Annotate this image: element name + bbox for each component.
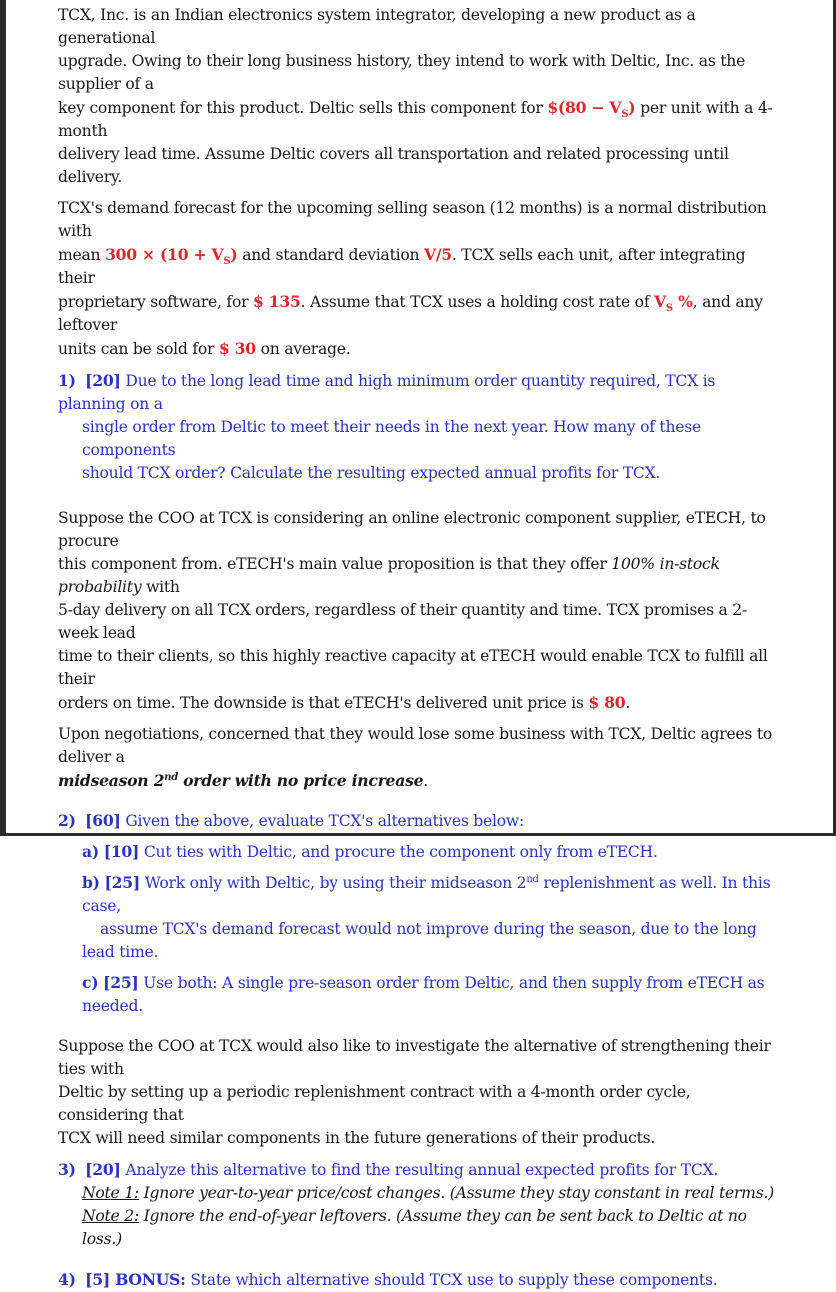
salvage-price: $ 30 xyxy=(218,339,256,358)
demand-paragraph xyxy=(58,197,780,361)
note-1: Note 1: Ignore year-to-year price/cost changes. (Assume they stay constant in real terms.) xyxy=(82,1184,774,1202)
text-line: units can be sold for $ 30 on average. xyxy=(58,339,351,358)
text-line: TCX's demand forecast for the upcoming selling season (12 months) is a normal distribution with xyxy=(58,199,767,240)
question-2c: c) [25] Use both: A single pre-season order from Deltic, and then supply from eTECH as needed. xyxy=(82,973,765,1015)
page-left-border xyxy=(0,0,6,836)
text-line: mean $300 \times (10 + V_S)$ and standard deviation V/5. TCX sells each unit, after integrating their xyxy=(58,245,746,287)
question-2 xyxy=(58,809,780,1018)
text-line: Suppose the COO at TCX is considering an online electronic component supplier, eTECH, to procure xyxy=(58,509,766,550)
question-3 xyxy=(58,1158,780,1251)
text-line: time to their clients, so this highly reactive capacity at eTECH would enable TCX to fulfill all their xyxy=(58,647,768,688)
text-line: this component from. eTECH's main value proposition is that they offer 100% in-stock probability with xyxy=(58,555,720,596)
text-line: midseason 2nd order with no price increase. xyxy=(58,771,429,790)
text-line: 1) [20] Due to the long lead time and high minimum order quantity required, TCX is planning on a xyxy=(58,371,716,413)
question-1 xyxy=(58,369,780,485)
text-line: single order from Deltic to meet their needs in the next year. How many of these components xyxy=(82,418,701,459)
text-line: Upon negotiations, concerned that they would lose some business with TCX, Deltic agrees to deliver a xyxy=(58,725,773,766)
text-line: 2) [60] Given the above, evaluate TCX's alternatives below: xyxy=(58,811,524,830)
text-line: 4) [5] BONUS: State which alternative should TCX use to supply these components. xyxy=(58,1270,718,1289)
text-line: Suppose the COO at TCX would also like to investigate the alternative of strengthening their ties with xyxy=(58,1037,771,1078)
text-line: upgrade. Owing to their long business history, they intend to work with Deltic, Inc. as the supplier of a xyxy=(58,52,746,93)
etech-price: $ 80 xyxy=(588,693,626,712)
demand-sd: V/5 xyxy=(423,245,452,264)
etech-paragraph xyxy=(58,507,780,715)
question-2b: b) [25] Work only with Deltic, by using their midseason 2nd replenishment as well. In this case, xyxy=(82,873,771,915)
selling-price: $ 135 xyxy=(253,292,301,311)
demand-mean: $300 \times (10 + V_S)$ xyxy=(105,245,238,268)
text-line: key component for this product. Deltic sells this component for $(80 − $V_S$) per unit with a 4-month xyxy=(58,98,773,140)
holding-rate: $V_S$ % xyxy=(654,292,693,315)
text-line: 5-day delivery on all TCX orders, regardless of their quantity and time. TCX promises a 2-week lead xyxy=(58,601,747,642)
text-line: should TCX order? Calculate the resulting expected annual profits for TCX. xyxy=(82,464,661,482)
deltic-price: $(80 − $V_S$) xyxy=(547,98,636,121)
text-line: orders on time. The downside is that eTECH's delivered unit price is $ 80. xyxy=(58,693,631,712)
periodic-paragraph xyxy=(58,1035,780,1150)
document-page xyxy=(58,4,780,1292)
negotiation-paragraph xyxy=(58,723,780,793)
question-2a: a) [10] Cut ties with Deltic, and procure the component only from eTECH. xyxy=(82,842,658,861)
intro-paragraph xyxy=(58,4,780,189)
question-4 xyxy=(58,1268,780,1292)
text-line: proprietary software, for $ 135. Assume that TCX uses a holding cost rate of $V_S$ %, and any leftover xyxy=(58,292,763,334)
text-line: TCX will need similar components in the future generations of their products. xyxy=(58,1129,656,1147)
text-line: TCX, Inc. is an Indian electronics system integrator, developing a new product as a generational xyxy=(58,6,696,47)
text-line: Deltic by setting up a periodic replenishment contract with a 4-month order cycle, considering that xyxy=(58,1083,691,1124)
note-2: Note 2: Ignore the end-of-year leftovers. (Assume they can be sent back to Deltic at no loss.) xyxy=(82,1207,747,1248)
text-line: 3) [20] Analyze this alternative to find the resulting annual expected profits for TCX. xyxy=(58,1160,719,1179)
text-line: assume TCX's demand forecast would not improve during the season, due to the long lead time. xyxy=(82,920,757,961)
text-line: delivery lead time. Assume Deltic covers all transportation and related processing until delivery. xyxy=(58,145,729,186)
